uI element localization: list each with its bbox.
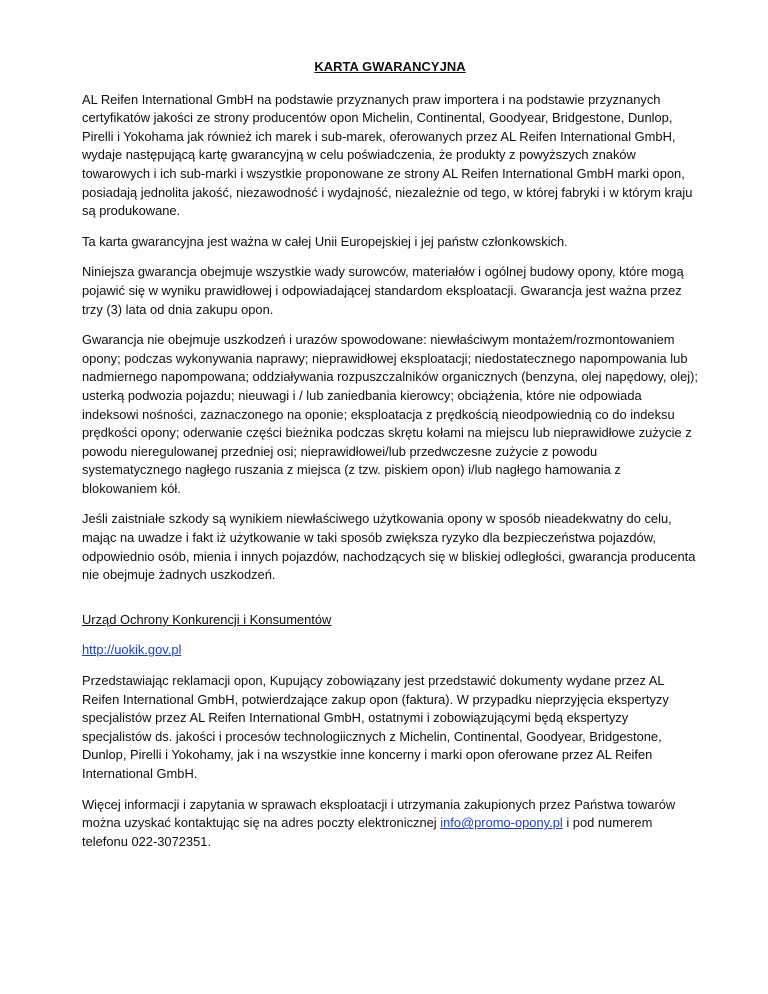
paragraph-coverage: Niniejsza gwarancja obejmuje wszystkie wady surowców, materiałów i ogólnej budowy opony, które mogą pojawić się w wyniku prawidłowej i odpowiadającej standardom eksploatacji. Gwarancja jest ważna przez trzy (3) lata od dnia zakupu opon. <box>82 264 684 317</box>
document-title: KARTA GWARANCYJNA <box>314 59 466 74</box>
paragraph-validity: Ta karta gwarancyjna jest ważna w całej Unii Europejskiej i jej państw członkowskich. <box>82 233 568 249</box>
office-name: Urząd Ochrony Konkurencji i Konsumentów <box>82 611 332 627</box>
office-url-link[interactable]: http://uokik.gov.pl <box>82 642 182 658</box>
paragraph-claims: Przedstawiając reklamacji opon, Kupujący zobowiązany jest przedstawić dokumenty wydane przez AL Reifen International GmbH, potwierdzające zakup opon (faktura). W przypadku nieprzyjęcia ekspertyzy specjalistów przez AL Reifen International GmbH, ostatnymi i zobowiązującymi będą ekspertyzy specjalistów ds. jakości i procesów technologiicznych z Michelin, Continental, Goodyear, Bridgestone, Dunlop, Pirelli i Yokohamy, jak i na wszystkie inne koncerny i marki opon oferowane przez AL Reifen International GmbH. <box>82 673 669 781</box>
office-url-line <box>82 641 698 660</box>
contact-text-after: i pod numerem telefonu 022-3072351. <box>82 815 653 849</box>
contact-email-link[interactable]: info@promo-opony.pl <box>440 815 563 831</box>
paragraph-misuse: Jeśli zaistniałe szkody są wynikiem niewłaściwego użytkowania opony w sposób nieadekwatny do celu, mając na uwadze i fakt iż użytkowanie w taki sposób zwiększa ryzyko dla bezpieczeństwa pojazdów, odpowiednio osób, mienia i innych pojazdów, nachodzących się w bliskiej odległości, gwarancja producenta nie obejmuje żadnych uszkodzeń. <box>82 511 696 583</box>
paragraph-intro: AL Reifen International GmbH na podstawie przyznanych praw importera i na podstawie przyznanych certyfikatów jakości ze strony producentów opon Michelin, Continental, Goodyear, Bridgestone, Dunlop, Pirelli i Yokohama jak również ich marek i sub-marek, oferowanych przez AL Reifen International GmbH, wydaje następującą kartę gwarancyjną w celu poświadczenia, że produkty z powyższych znaków towarowych i ich sub-marki i wszystkie proponowane ze strony AL Reifen International GmbH marki opon, posiadają jednolita jakość, niezawodność i wydajność, niezależnie od tego, w której fabryki i w którym kraju są produkowane. <box>82 91 693 219</box>
section-spacer <box>82 597 698 611</box>
contact-text-before: Więcej informacji i zapytania w sprawach eksploatacji i utrzymania zakupionych przez Państwa towarów można uzyskać kontaktując się na adres poczty elektronicznej <box>82 796 676 831</box>
paragraph-exclusions: Gwarancja nie obejmuje uszkodzeń i urazów spowodowane: niewłaściwym montażem/rozmontowaniem opony; podczas wykonywania naprawy; nieprawidłowej eksploatacji; niedostatecznego napompowania lub nadmiernego napompowana; oddziaływania rozpuszczalników organicznych (benzyna, olej napędowy, olej); usterką podwozia pojazdu; nieuwagi i / lub zaniedbania kierowcy; obciążenia, które nie odpowiada indeksowi nośności, zaznaczonego na oponie; eksploatacja z prędkością nieodpowiednią co do indeksu prędkości opony; oderwanie części bieżnika podczas skrętu kołami na miejscu lub nieprawidłowe zużycie z powodu nieregulowanej przedniej osi; nieprawidłowei/lub przedwczesne zużycie z powodu systematycznego nagłego ruszania z miejsca (z tzw. piskiem opon) i/lub nagłego hamowania z blokowaniem kół. <box>82 332 699 496</box>
paragraph-contact <box>82 796 698 852</box>
document-page <box>82 58 698 863</box>
